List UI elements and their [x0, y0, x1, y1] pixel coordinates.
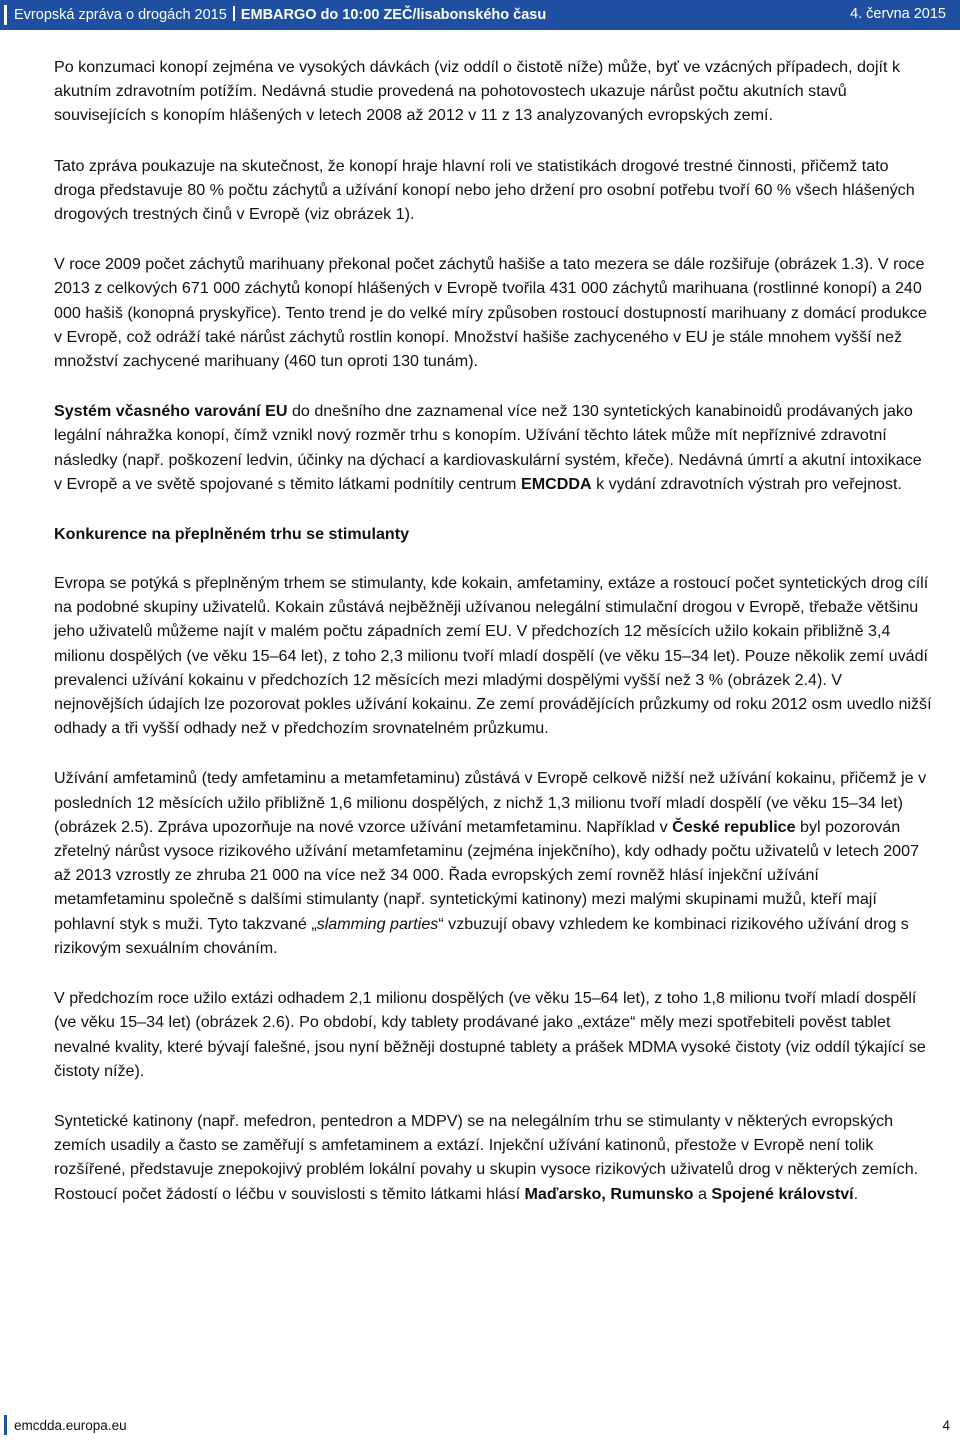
cathinones-text-b: a [693, 1184, 712, 1203]
embargo-notice: EMBARGO do 10:00 ZEČ/lisabonského času [240, 7, 547, 23]
early-warning-text-a: do dnešního dne zaznamenal více než 130 syntetických kanabinoidů prodávaných jako legální náhražka konopí, čímž vznikl nový rozměr trhu s konopím. Užívání těchto látek může mít nepříznivé zdravotní následky (např. poškození ledvin, účinky na dýchací a kardiovaskulární systém, křeče). Nedávná úmrtí a akutní intoxikace v Evropě a ve světě spojované s těmito látkami podnítily centrum [54, 402, 922, 493]
emcdda-term: EMCDDA [520, 474, 592, 493]
amphetamines-text-c: “ vzbuzují obavy vzhledem ke kombinaci rizikového užívání drog s rizikovým sexuálním chováním. [54, 914, 909, 957]
paragraph-herbal-seizures: V roce 2009 počet záchytů marihuany překonal počet záchytů hašiše a tato mezera se dále rozšiřuje (obrázek 1.3). V roce 2013 z celkových 671 000 záchytů konopí hlášených v Evropě tvořila 431 000 záchytů marihuana (rostlinné konopí) a 240 000 hašiš (konopná pryskyřice). Tento trend je do velké míry způsoben rostoucí dostupností marihuany z domácí produkce v Evropě, což odráží také nárůst záchytů rostlin konopí. Množství hašiše zachyceného v EU je stále mnohem vyšší než množství zachycené marihuany (460 tun oproti 130 tunám). [54, 255, 927, 371]
report-title: Evropská zpráva o drogách 2015 [14, 7, 227, 23]
footer-bar-mark [4, 1415, 7, 1435]
cathinones-text-a: Syntetické katinony (např. mefedron, pentedron a MDPV) se na nelegálním trhu se stimulanty v některých evropských zemích usadily a často se zaměřují s amfetaminem a extází. Injekční užívání katinonů, přestože v Evropě není tolik rozšířené, představuje znepokojivý problém lokální povahy u skupin vysoce rizikových uživatelů drog v některých zemích. Rostoucí počet žádostí o léčbu v souvislosti s těmito látkami hlásí [54, 1111, 919, 1203]
paragraph-cathinones [54, 1109, 934, 1206]
paragraph-ecstasy: V předchozím roce užilo extázi odhadem 2,1 milionu dospělých (ve věku 15–64 let), z toho 1,8 milionu tvoří mladí dospělí (ve věku 15–34 let) (obrázek 2.6). Po období, kdy tablety prodávané jako „extáze“ měly mezi spotřebiteli pověst tablet nevalné kvality, které bývají falešné, jsou nyní běžněji dostupné tablety a prášek MDMA vysoké čistoty (viz oddíl týkající se čistoty níže). [54, 989, 926, 1080]
page-number: 4 [942, 1418, 950, 1433]
paragraph-amphetamines [54, 766, 934, 960]
report-header [0, 0, 960, 30]
hungary-romania-term: Maďarsko, Rumunsko [524, 1184, 694, 1203]
paragraph-early-warning [54, 399, 934, 496]
header-separator [233, 6, 235, 21]
footer-site-link[interactable]: emcdda.europa.eu [14, 1418, 127, 1433]
paragraph-cannabis-offences: Tato zpráva poukazuje na skutečnost, že konopí hraje hlavní roli ve statistikách drogové trestné činnosti, přičemž tato droga představuje 80 % počtu záchytů a užívání konopí nebo jeho držení pro osobní potřebu tvoří 60 % všech hlášených drogových trestných činů v Evropě (viz obrázek 1). [54, 156, 915, 224]
czech-republic-term: České republice [672, 817, 796, 836]
report-date: 4. června 2015 [850, 6, 946, 22]
cathinones-text-c: . [853, 1184, 859, 1203]
header-bar-mark [4, 5, 7, 25]
paragraph-cocaine: Evropa se potýká s přeplněným trhem se stimulanty, kde kokain, amfetaminy, extáze a rostoucí počet syntetických drog cílí na podobné skupiny uživatelů. Kokain zůstává nejběžněji užívanou nelegální stimulační drogou v Evropě, třebaže většinu jeho uživatelů můžeme najít v malém počtu západních zemí EU. V předchozích 12 měsících užilo kokain přibližně 3,4 milionu dospělých (ve věku 15–64 let), z toho 2,3 milionu tvoří mladí dospělí (ve věku 15–34 let). Pouze několik zemí uvádí prevalenci užívání kokainu v předchozích 12 měsících mezi mladými dospělými vyšší než 3 % (obrázek 2.4). V nejnovějších údajích lze pozorovat pokles užívání kokainu. Ze zemí provádějících průzkumy od roku 2012 osm uvedlo nižší odhady a tři vyšší odhady než v předchozím srovnatelném průzkumu. [54, 574, 932, 738]
amphetamines-text-a: Užívání amfetaminů (tedy amfetaminu a metamfetaminu) zůstává v Evropě celkově nižší než užívání kokainu, přičemž je v posledních 12 měsících užilo přibližně 1,6 milionu dospělých, z nichž 1,3 milionu tvoří mladí dospělí (ve věku 15–34 let) (obrázek 2.5). Zpráva upozorňuje na nové vzorce užívání metamfetaminu. Například v [54, 769, 927, 836]
amphetamines-text-b: byl pozorován zřetelný nárůst vysoce rizikového užívání metamfetaminu (zejména injekčního), kdy odhady počtu uživatelů v letech 2007 až 2013 vzrostly ze zhruba 21 000 na více než 34 000. Řada evropských zemí rovněž hlásí injekční užívání metamfetaminu společně s dalšími stimulanty (např. syntetickými katinony) mezi malými skupinami mužů, kteří mají pohlavní styk s muži. Tyto takzvané „ [54, 817, 920, 933]
early-warning-system-term: Systém včasného varování EU [54, 402, 288, 421]
united-kingdom-term: Spojené království [711, 1184, 854, 1203]
section-heading-stimulants: Konkurence na přeplněném trhu se stimulanty [54, 525, 410, 544]
document-body [54, 55, 934, 1232]
slamming-parties-term: slamming parties [316, 914, 439, 933]
header-title-line [14, 6, 546, 23]
report-footer [0, 1412, 960, 1436]
paragraph-cannabis-health: Po konzumaci konopí zejména ve vysokých dávkách (viz oddíl o čistotě níže) může, byť ve vzácných případech, dojít k akutním zdravotním potížím. Nedávná studie provedená na pohotovostech ukazuje nárůst počtu akutních stavů souvisejících s konopím hlášených v letech 2008 až 2012 v 11 z 13 analyzovaných evropských zemí. [54, 58, 900, 125]
early-warning-text-b: k vydání zdravotních výstrah pro veřejnost. [591, 474, 902, 493]
